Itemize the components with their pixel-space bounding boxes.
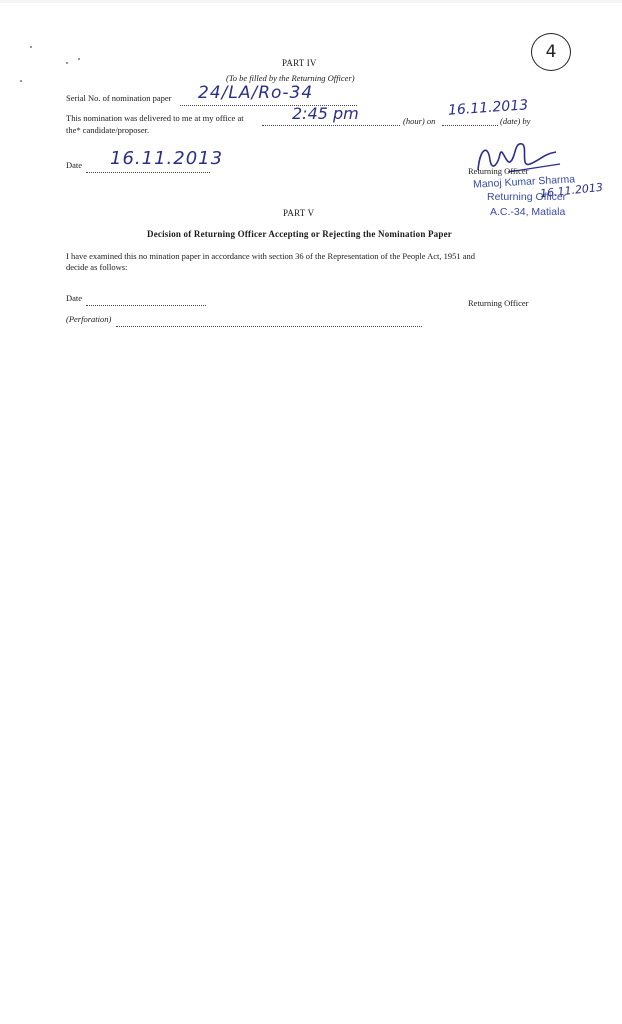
stamp-name: Manoj Kumar Sharma (472, 173, 576, 191)
delivered-date: 16.11.2013 (447, 97, 529, 119)
serial-value: 24/LA/Ro-34 (198, 83, 314, 103)
part-v-body-line1: I have examined this no mination paper in accordance with section 36 of the Representation of the People Act, 1951 and (66, 251, 476, 261)
delivered-by: the* candidate/proposer. (66, 125, 150, 135)
scan-speck (20, 80, 22, 82)
scan-edge (0, 0, 622, 3)
part-v-date-label: Date (66, 293, 83, 303)
serial-label: Serial No. of nomination paper (66, 93, 172, 103)
part-iv-date-value: 16.11.2013 (110, 148, 224, 169)
delivered-label: This nomination was delivered to me at my office at (66, 113, 244, 123)
date-by-label: (date) by (500, 116, 531, 126)
stamp-constituency: A.C.-34, Matiala (490, 206, 566, 218)
part-v-body-line2: decide as follows: (66, 262, 128, 272)
stamp-role: Returning Officer (487, 191, 567, 203)
hour-label: (hour) on (403, 116, 436, 126)
delivered-time: 2:45 pm (292, 104, 359, 123)
page-number-circle (531, 33, 571, 71)
page-number: 4 (545, 42, 557, 62)
scan-speck (78, 58, 80, 60)
part-v-heading: Decision of Returning Officer Accepting or Rejecting the Nomination Paper (147, 229, 452, 239)
perforation-line (116, 314, 422, 332)
scan-speck (30, 46, 32, 48)
part-v-title: PART V (283, 208, 315, 218)
part-v-signature-label: Returning Officer (468, 298, 529, 308)
part-iv-subtitle: (To be filled by the Returning Officer) (226, 73, 355, 83)
perforation-label: (Perforation) (66, 314, 112, 324)
part-v-date-dotted-line (86, 293, 206, 311)
scan-speck (66, 62, 68, 64)
part-iv-signature-label: Returning Officer (468, 166, 529, 176)
part-iv-date-label: Date (66, 160, 83, 170)
stamp-signed-date: 16.11.2013 (539, 180, 604, 201)
part-iv-title: PART IV (282, 58, 317, 68)
